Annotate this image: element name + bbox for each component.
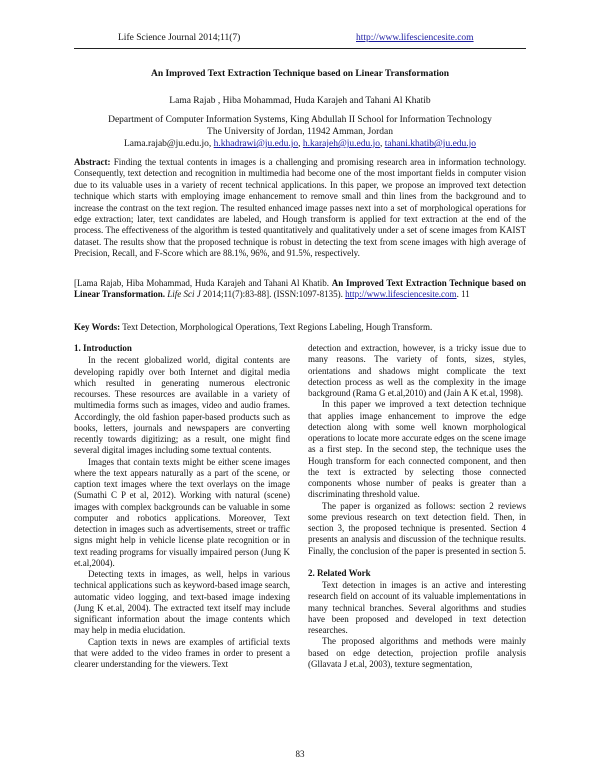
intro-paragraph-2: Images that contain texts might be either scene images where the text appears naturally as a part of the scene, or caption text images where the text overlays on the image (Sumathi C P et al, 2012). Working with natural (scene) images with complex backgrounds can be valuable in some computer and robotics applications. Moreover, Text detection in images such as advertisements, street or traffic signs might help in vehicle license plate recognition or in text reading programs for visually impaired person (Jung K et.al,2004). [74,456,290,568]
journal-url-link[interactable]: http://www.lifesciencesite.com [356,33,474,43]
header-divider [74,48,526,49]
email-3-link[interactable]: h.karajeh@ju.edu.jo [302,139,380,149]
abstract-label: Abstract: [74,157,111,167]
email-1: Lama.rajab@ju.edu.jo, [123,139,212,149]
intro-paragraph-4: Caption texts in news are examples of artificial texts that were added to the video frames in order to present a clearer understanding for the viewers. Text [74,636,290,669]
affiliation-block [0,114,600,150]
abstract-text: Finding the textual contents in images is a challenging and promising research area in information technology. Consequently, text detection and recognition in multimedia had become one of the most important fields in computer vision due to its valuable uses in a variety of recent technical applications. In this paper, we propose an improved text detection technique which starts with employing image enhancement to remove small and thin lines from the background and to increase the contrast on the text region. The resulted enhanced image passes next into a set of morphological operations for edge extraction; later, text candidates are labeled, and Hough transform is applied for text extraction at the end of the process. The effectiveness of the algorithm is tested quantitatively and qualitatively under a set of scene images from KAIST dataset. The results show that the proposed technique is robust in detecting the text from scene images with high average of Precision, Recall, and F-Score which are 88.1%, 96%, and 91.5%, respectively. [74,157,527,259]
section-spacer [308,557,526,568]
right-column [308,343,526,670]
keywords-text: Text Detection, Morphological Operations, Text Regions Labeling, Hough Transform. [122,322,433,332]
intro-paragraph-5: In this paper we improved a text detection technique that applies image enhancement to improve the edge detection along with some well known morphological operations to locate more accurate edges on the scene image as a first step. In the second step, the technique uses the Hough transform for each connected component, and then the text is extracted by selecting those connected components whose number of peaks is greater than a discriminating threshold value. [308,399,526,500]
intro-continued: detection and extraction, however, is a tricky issue due to many reasons. The variety of fonts, sizes, styles, orientations and shadows might complicate the text detection process as well as the complexity in the image background (Rama G et.al,2010) and (Jain A K et.al, 1998). [308,343,526,398]
citation-details: 2014;11(7):83-88]. (ISSN:1097-8135). [203,289,343,300]
section-1-heading: 1. Introduction [74,343,132,353]
journal-name: Life Science Journal 2014;11(7) [118,33,241,43]
running-header [0,33,600,47]
author-emails: Lama.rajab@ju.edu.jo, h.khadrawi@ju.edu.jo, h.karajeh@ju.edu.jo, tahani.khatib@ju.edu.jo [123,139,477,149]
affiliation-line-2: The University of Jordan, 11942 Amman, Jordan [207,127,393,137]
email-2-link[interactable]: h.khadrawi@ju.edu.jo [213,139,299,149]
intro-paragraph-6: The paper is organized as follows: section 2 reviews some previous research on text detection field. Then, in section 3, the proposed technique is presented. Section 4 presents an analysis and discussion of the technique results. Finally, the conclusion of the paper is presented in section 5. [308,500,526,556]
citation-journal: Life Sci J [167,289,201,300]
citation-title: An Improved Text Extraction Technique based on Linear Transformation. [74,278,526,300]
citation-tail: . 11 [456,289,470,300]
related-paragraph-1: Text detection in images is an active and interesting research field on account of its valuable implementations in many technical branches. Several algorithms and studies have been proposed and developed in text detection researches. [308,580,526,635]
author-list: Lama Rajab , Hiba Mohammad, Huda Karajeh and Tahani Al Khatib [169,96,431,106]
citation-block [74,278,526,301]
paper-title: An Improved Text Extraction Technique based on Linear Transformation [150,69,450,79]
keywords-label: Key Words: [74,322,121,332]
citation-link[interactable]: http://www.lifesciencesite.com [345,289,457,300]
abstract [74,157,526,260]
section-2-heading: 2. Related Work [308,567,371,578]
citation-authors: [Lama Rajab, Hiba Mohammad, Huda Karajeh and Tahani Al Khatib. [74,278,329,288]
keywords [74,322,526,333]
related-paragraph-2: The proposed algorithms and methods were mainly based on edge detection, projection profile analysis (Gllavata J et.al, 2003), texture segmentation, [308,636,526,669]
page-number: 83 [295,749,305,759]
affiliation-line-1: Department of Computer Information Systems, King Abdullah II School for Information Technology [108,115,492,125]
left-column [74,343,290,670]
intro-paragraph-1: In the recent globalized world, digital contents are developing rapidly over both Internet and digital media which resulted in generating numerous electronic recourses. These resources are available in a variety of multimedia forms such as images, video and audio frames. Accordingly, the old fashion paper-based products such as books, letters, journals and newspapers are converting recently towards digitizing; as a result, one might find several digital images including some textual contents. [74,355,290,456]
email-4-link[interactable]: tahani.khatib@ju.edu.jo [384,139,477,149]
intro-paragraph-3: Detecting texts in images, as well, helps in various technical applications such as keyword-based image search, automatic video logging, and text-based image indexing (Jung K et.al, 2004). The extracted text itself may include significant information about the image contents which may help in media elucidation. [74,569,290,636]
